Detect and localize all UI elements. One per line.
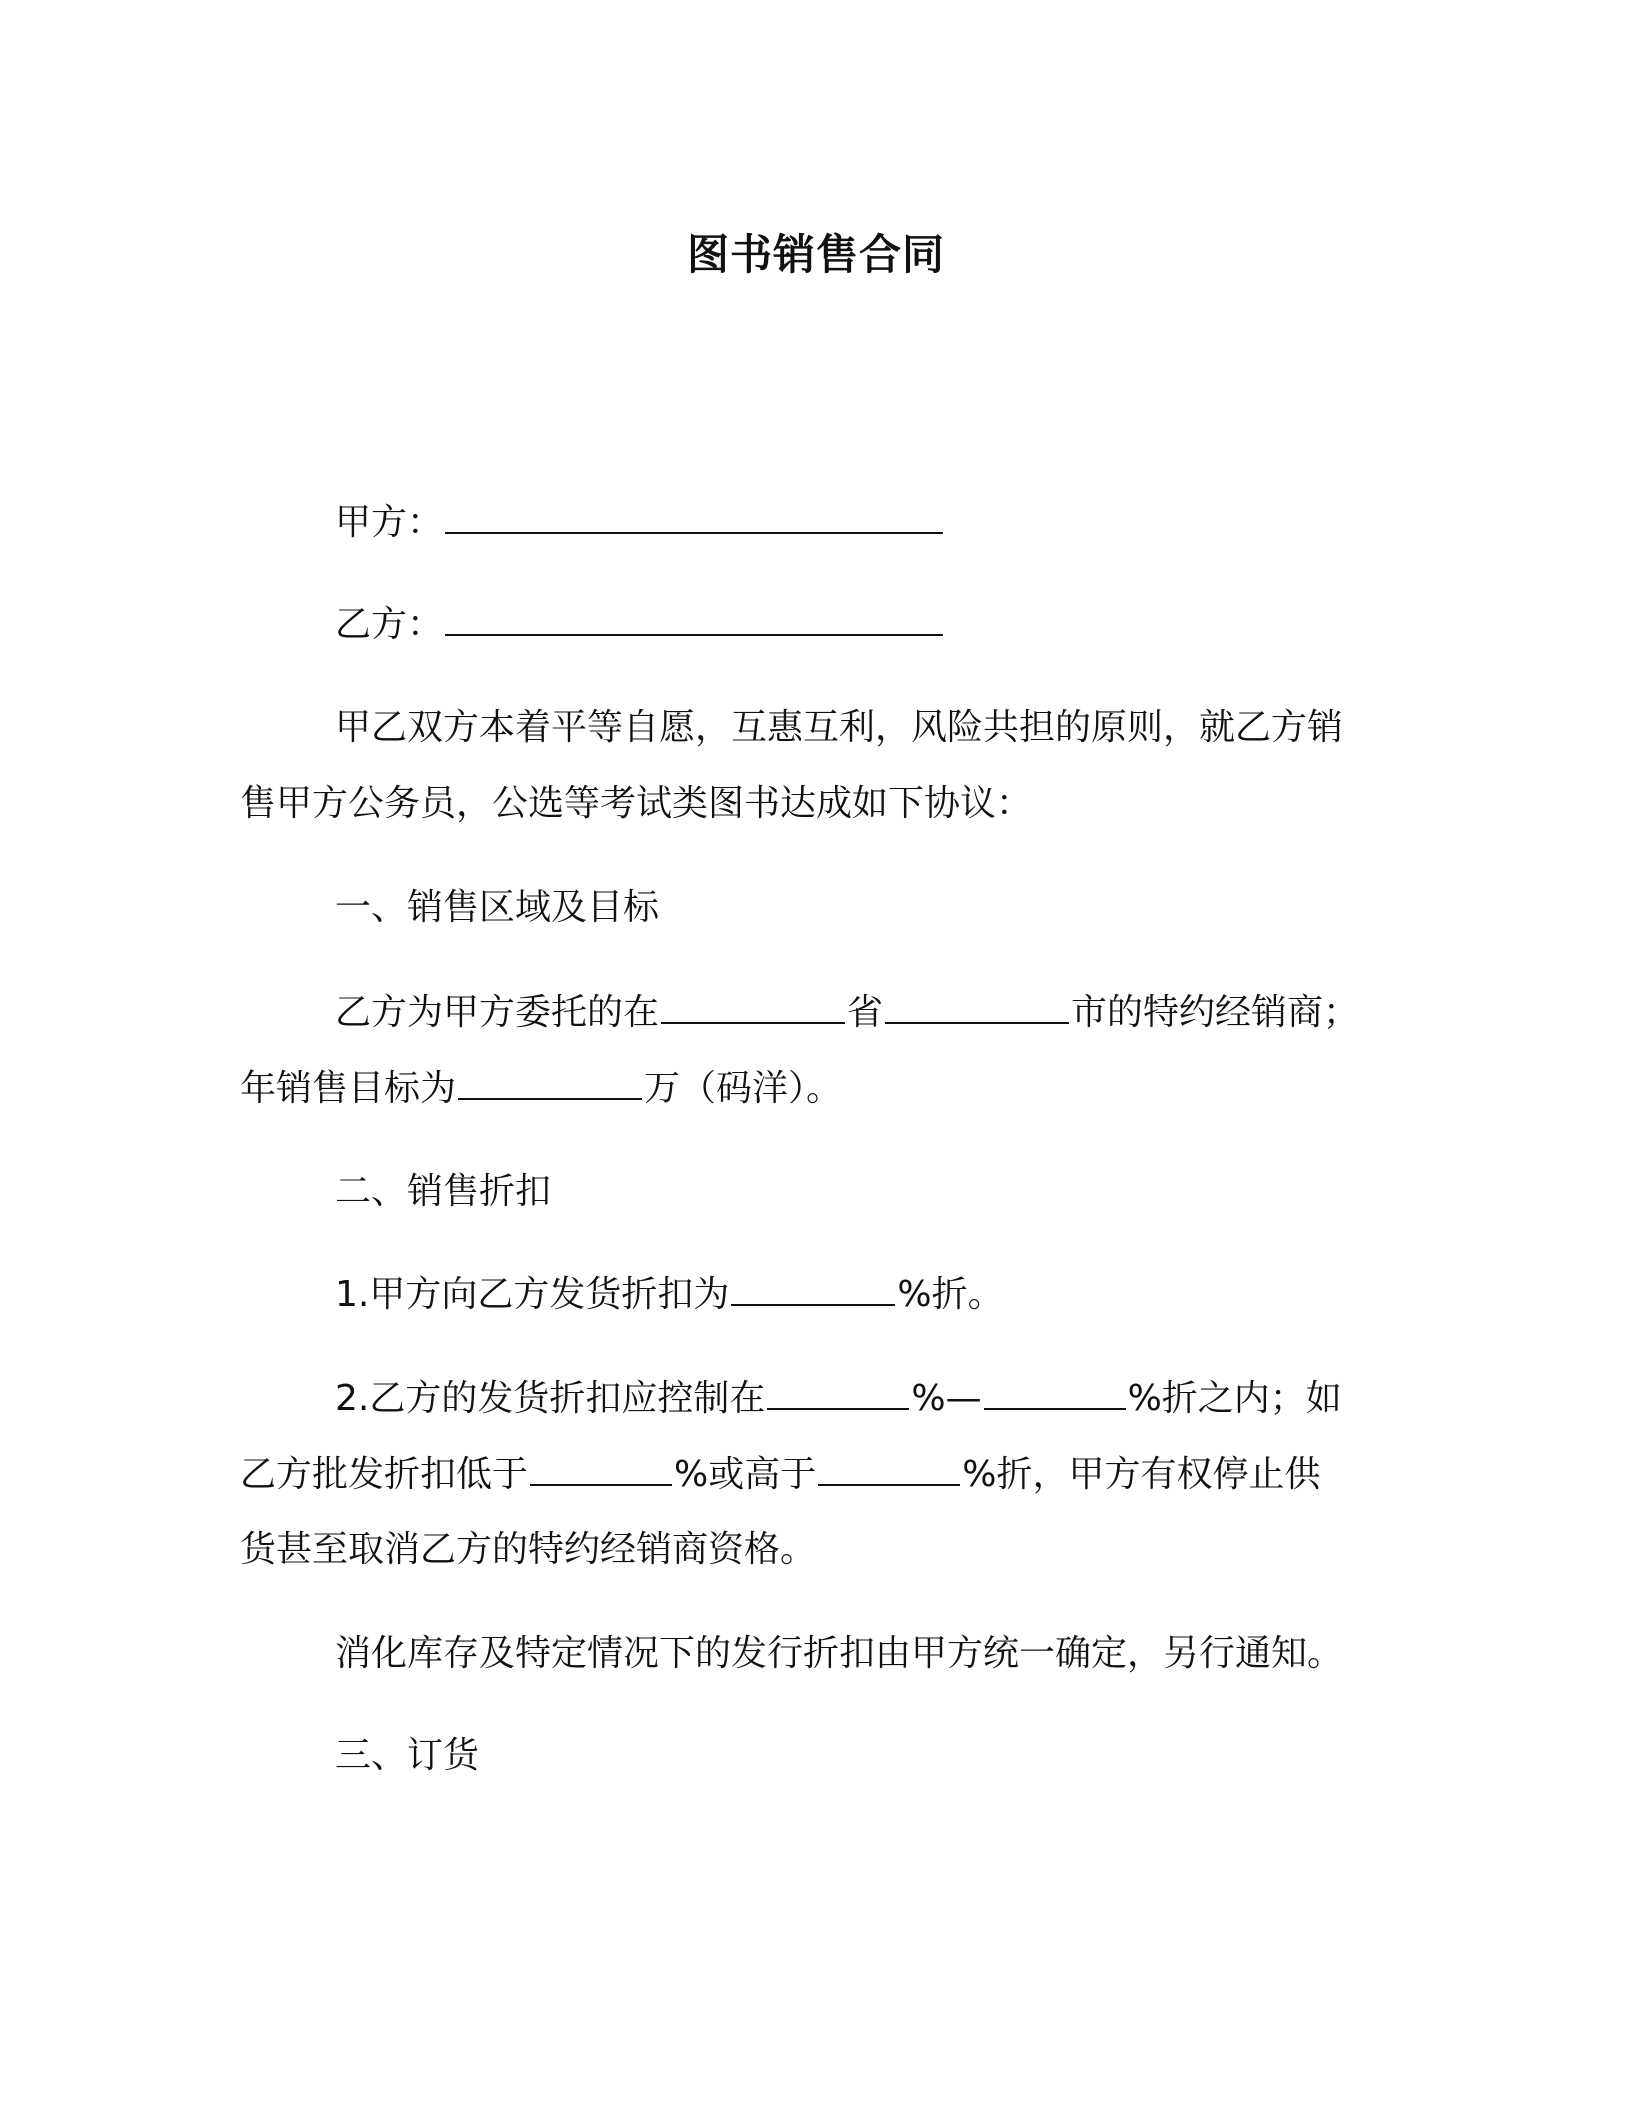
item1-text-a: 1.甲方向乙方发货折扣为 [335, 1274, 730, 1315]
section-2-item-1 [335, 1272, 1004, 1317]
section-3-heading: 三、订货 [335, 1735, 480, 1776]
region-text-b: 省 [847, 992, 884, 1033]
item2-text-a: 2.乙方的发货折扣应控制在 [335, 1378, 766, 1419]
region-text-c: 市的特约经销商； [1071, 992, 1360, 1033]
section-2-item-2-line-3: 货甚至取消乙方的特约经销商资格。 [240, 1529, 817, 1570]
item2-line2-text-c: %折，甲方有权停止供 [962, 1454, 1321, 1495]
item2-line2-text-b: %或高于 [674, 1454, 817, 1495]
section-1-paragraph-line-1 [335, 990, 1359, 1035]
intro-line-1: 甲乙双方本着平等自愿，互惠互利，风险共担的原则，就乙方销 [335, 707, 1344, 748]
item2-text-b: %— [911, 1378, 982, 1419]
shipping-discount-blank[interactable] [731, 1272, 895, 1306]
party-b-label: 乙方： [335, 604, 444, 645]
party-a-blank[interactable] [445, 500, 943, 534]
city-blank[interactable] [885, 990, 1069, 1024]
party-b-blank[interactable] [445, 602, 943, 636]
section-2-item-2-line-1 [335, 1376, 1342, 1421]
target-text-b: 万（码洋）。 [644, 1068, 843, 1109]
province-blank[interactable] [661, 990, 845, 1024]
wholesale-high-blank[interactable] [818, 1452, 960, 1486]
discount-max-blank[interactable] [984, 1376, 1126, 1410]
item1-text-b: %折。 [897, 1274, 1004, 1315]
discount-min-blank[interactable] [767, 1376, 909, 1410]
party-a-line [335, 500, 945, 545]
sales-target-blank[interactable] [458, 1066, 642, 1100]
party-a-label: 甲方： [335, 502, 444, 543]
section-2-note: 消化库存及特定情况下的发行折扣由甲方统一确定，另行通知。 [335, 1633, 1344, 1674]
party-b-line [335, 602, 945, 647]
section-1-paragraph-line-2 [240, 1066, 842, 1111]
document-title: 图书销售合同 [686, 230, 945, 279]
item2-text-c: %折之内；如 [1127, 1378, 1342, 1419]
item2-line2-text-a: 乙方批发折扣低于 [240, 1454, 529, 1495]
section-1-heading: 一、销售区域及目标 [335, 887, 660, 928]
region-text-a: 乙方为甲方委托的在 [335, 992, 660, 1033]
target-text-a: 年销售目标为 [240, 1068, 457, 1109]
section-2-heading: 二、销售折扣 [335, 1171, 552, 1212]
wholesale-low-blank[interactable] [530, 1452, 672, 1486]
section-2-item-2-line-2 [240, 1452, 1320, 1497]
intro-line-2: 售甲方公务员，公选等考试类图书达成如下协议： [240, 783, 1033, 824]
